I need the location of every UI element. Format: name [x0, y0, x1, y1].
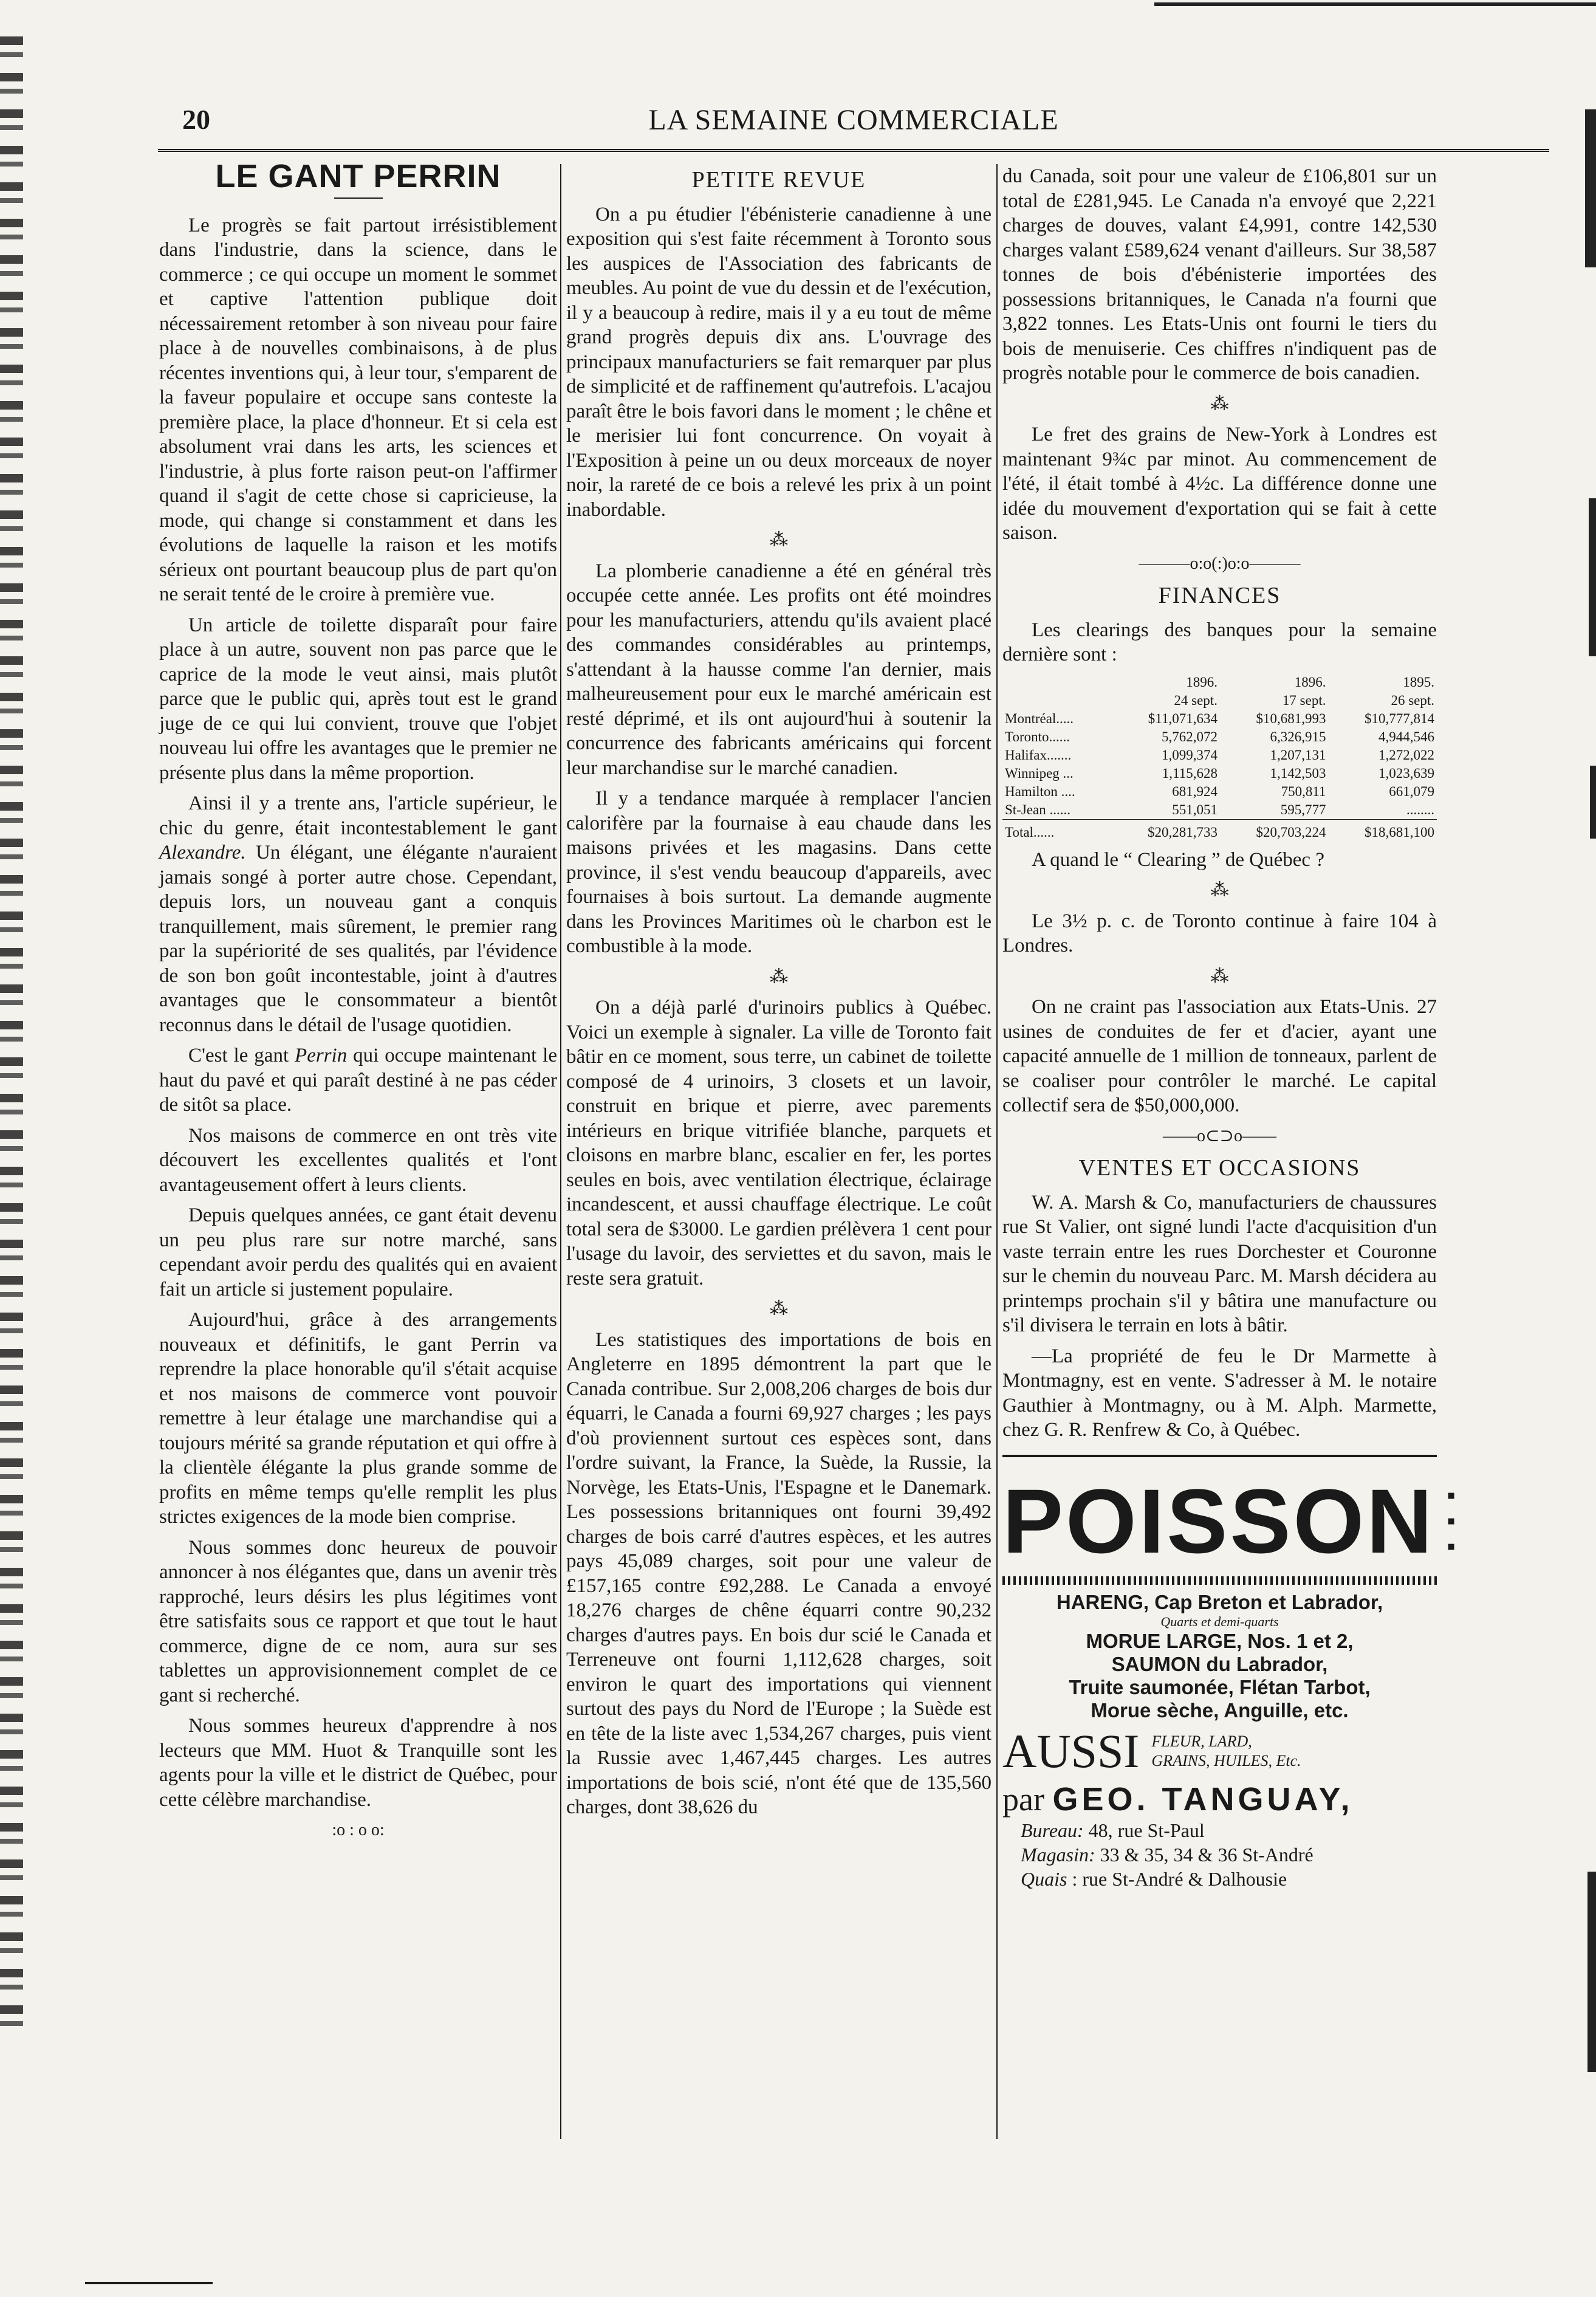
scan-edge-right	[1587, 1872, 1596, 2072]
scan-edge-right	[1589, 498, 1596, 656]
city-cell: Halifax.......	[1005, 747, 1072, 763]
ad-merchant: par GEO. TANGUAY,	[1002, 1780, 1354, 1818]
total-row	[1002, 819, 1437, 842]
value-cell: 661,079	[1389, 783, 1434, 799]
total-cell: $18,681,100	[1328, 819, 1437, 842]
value-cell: 1,023,639	[1379, 765, 1434, 781]
clearings-table	[1002, 673, 1437, 842]
column-year: 1896.	[1294, 674, 1326, 690]
scan-edge-right	[1585, 109, 1596, 267]
table-row	[1002, 783, 1437, 801]
scan-edge-mark	[0, 36, 23, 2042]
value-cell: 750,811	[1281, 783, 1326, 799]
column-rule	[996, 164, 998, 2139]
article-paragraph: Ainsi il y a trente ans, l'article supérieur, le chic du genre, était incontestablement le gant Alexandre. Un élégant, une élégante n'auraient jamais songé à porter autre chose. Cependant, depuis lors, un nouveau gant a conquis tranquillement, mais sûrement, le premier rang par la supériorité de ses qualités, par l'évidence de son bon goût incontestable, joint à d'autres avantages que le consommateur a bientôt reconnus dans le détail de l'usage quotidien.	[159, 792, 557, 1036]
article-paragraph: —La propriété de feu le Dr Marmette à Montmagny, est en vente. S'adresser à M. le notaire Gauthier à Montmagny, ou à M. Alph. Marmette, chez G. R. Renfrew & Co, à Québec.	[1002, 1345, 1437, 1441]
headline-rule	[334, 197, 383, 199]
value-cell: 595,777	[1280, 802, 1326, 817]
table-row	[1002, 801, 1437, 820]
article-paragraph: A quand le “ Clearing ” de Québec ?	[1032, 848, 1324, 871]
asterism: ⁂	[770, 1299, 788, 1319]
value-cell: $11,071,634	[1148, 710, 1218, 726]
article-paragraph: On ne craint pas l'association aux Etats-Unis. 27 usines de conduites de fer et d'acier, ayant une capacité annuelle de 1 million de tonneaux, parlent de se coaliser pour contrôler le marché. Le capital collectif sera de $50,000,000.	[1002, 996, 1437, 1116]
city-cell: Toronto......	[1005, 729, 1070, 744]
advertisement	[1002, 1455, 1458, 1891]
total-cell: $20,703,224	[1220, 819, 1329, 842]
bottom-rule	[85, 2282, 213, 2284]
section-divider: :o : o o:	[332, 1821, 385, 1839]
ad-line: SAUMON du Labrador,	[1111, 1652, 1328, 1675]
ad-bullets: ▪ ▪ ▪	[1447, 1482, 1458, 1560]
ad-subline: Quarts et demi-quarts	[1160, 1613, 1279, 1629]
city-cell: St-Jean ......	[1005, 802, 1070, 817]
ad-address: Quais : rue St-André & Dalhousie	[1021, 1867, 1287, 1890]
publication-title: LA SEMAINE COMMERCIALE	[648, 104, 1059, 136]
article-paragraph: du Canada, soit pour une valeur de £106,801 sur un total de £281,945. Le Canada n'a envoyé que 2,221 charges de douves, valant £4,991, contre 142,530 charges valant £589,624 venant d'ailleurs. Sur 38,587 tonnes de bois d'ébénisterie importées des possessions britanniques, le Canada n'a fourni que 3,822 tonnes. Les Etats-Unis ont fourni le tiers du bois de menuiserie. Ces chiffres n'indiquent pas de progrès notable pour le commerce de bois canadien.	[1002, 165, 1437, 384]
ad-line: MORUE LARGE, Nos. 1 et 2,	[1086, 1629, 1354, 1652]
header-rule	[158, 149, 1549, 152]
section-title: VENTES ET OCCASIONS	[1078, 1155, 1361, 1181]
asterism: ⁂	[770, 530, 788, 550]
city-cell: Montréal.....	[1005, 710, 1074, 726]
ad-line: Truite saumonée, Flétan Tarbot,	[1069, 1675, 1371, 1698]
section-divider: ———o:o(:)o:o———	[1139, 554, 1301, 573]
value-cell: 1,142,503	[1270, 765, 1326, 781]
table-row	[1002, 746, 1437, 764]
asterism: ⁂	[1210, 966, 1229, 986]
table-row	[1002, 710, 1437, 728]
article-paragraph: Le 3½ p. c. de Toronto continue à faire 104 à Londres.	[1002, 910, 1437, 956]
table-row	[1002, 764, 1437, 783]
ad-address: Bureau: 48, rue St-Paul	[1021, 1819, 1205, 1841]
article-paragraph: Nous sommes heureux d'apprendre à nos lecteurs que MM. Huot & Tranquille sont les agents pour la ville et le district de Québec, pour cette célèbre marchandise.	[159, 1715, 557, 1811]
top-rule	[1154, 2, 1596, 6]
column-left	[159, 158, 557, 1850]
page-number: 20	[182, 104, 210, 135]
asterism: ⁂	[770, 966, 788, 987]
article-paragraph: W. A. Marsh & Co, manufacturiers de chaussures rue St Valier, ont signé lundi l'acte d'acquisition d'un vaste terrain entre les rues Dorchester et Couronne sur le chemin du nouveau Parc. M. Marsh décidera au printemps prochain s'il y bâtira une manufacture ou s'il divisera le terrain en lots à bâtir.	[1002, 1191, 1437, 1336]
value-cell: 1,272,022	[1379, 747, 1434, 763]
value-cell: 1,099,374	[1161, 747, 1218, 763]
city-cell: Hamilton ....	[1005, 783, 1075, 799]
article-paragraph: On a pu étudier l'ébénisterie canadienne à une exposition qui s'est faite récemment à Toronto sous les auspices de l'Association des fabricants de meubles. Au point de vue du dessin et de l'exécution, il y a beaucoup à redire, mais il y a eu tout de même grand progrès depuis dix ans. L'ouvrage des principaux manufacturiers se fait remarquer par plus de simplicité et de raffinement qu'autrefois. L'acajou paraît être le bois favori dans le moment ; le chêne et le merisier lui font concurrence. On voyait à l'Exposition à peine un ou deux morceaux de noyer noir, la rareté de ce bois a relevé les prix à un point inabordable.	[566, 203, 992, 521]
table-header-row	[1002, 692, 1437, 710]
column-date: 24 sept.	[1174, 692, 1218, 708]
article-paragraph: On a déjà parlé d'urinoirs publics à Québec. Voici un exemple à signaler. La ville de Toronto fait bâtir en ce moment, sous terre, un cabinet de toilette composé de 4 urinoirs, 3 closets et un lavoir, construit en brique et pierre, avec parements intérieurs en brique vitrifiée blanche, parquets et cloisons en marbre blanc, escalier en fer, les portes seules en bois, avec ventilation électrique, éclairage incandescent, et aussi chauffage électrique. Le coût total sera de $3000. Le gardien prélèvera 1 cent pour l'usage du lavoir, des serviettes et du savon, mais le reste sera gratuit.	[566, 997, 992, 1289]
value-cell: ........	[1406, 802, 1434, 817]
ad-separator	[1002, 1576, 1437, 1585]
column-middle	[566, 164, 992, 1826]
ad-aussi	[1002, 1724, 1437, 1777]
ad-line: Morue sèche, Anguille, etc.	[1091, 1698, 1349, 1722]
article-paragraph: Il y a tendance marquée à remplacer l'ancien calorifère par la fournaise à eau chaude dans les maisons privées et les magasins. Dans cette province, il s'est vendu beaucoup d'appareils, avec fournaises à bois surtout. La demande augmente dans les Provinces Maritimes où le charbon est le combustible à la mode.	[566, 788, 992, 957]
ad-product: GRAINS, HUILES, Etc.	[1151, 1751, 1301, 1770]
column-date: 17 sept.	[1282, 692, 1326, 708]
article-paragraph: Un article de toilette disparaît pour faire place à un autre, souvent non pas parce que le caprice de la mode le veut ainsi, mais plutôt parce que le public qui, après tout est le grand juge de ce qui lui convient, trouve que l'objet nouveau lui offre les avantages que le premier ne présente plus dans la même proportion.	[159, 614, 557, 784]
column-year: 1896.	[1186, 674, 1218, 690]
asterism: ⁂	[1210, 880, 1229, 900]
ad-address: Magasin: 33 & 35, 34 & 36 St-André	[1021, 1843, 1313, 1866]
article-paragraph: Nous sommes donc heureux de pouvoir annoncer à nos élégantes que, dans un avenir très rapproché, leurs désirs les plus légitimes vont être satisfaits sous ce rapport et que tout le haut commerce, digne de ce nom, aura sur ses tablettes un approvisionnement complet de ce gant si recherché.	[159, 1536, 557, 1706]
value-cell: $10,681,993	[1256, 710, 1326, 726]
total-cell: $20,281,733	[1111, 819, 1220, 842]
ad-product: FLEUR, LARD,	[1151, 1732, 1252, 1750]
value-cell: 6,326,915	[1270, 729, 1326, 744]
value-cell: 1,207,131	[1270, 747, 1326, 763]
article-paragraph: Le fret des grains de New-York à Londres est maintenant 9¾c par minot. Au commencement de l'été, il était tombé à 4½c. La différence donne une idée du mouvement d'exportation qui se fait à cette saison.	[1002, 424, 1437, 544]
table-row	[1002, 728, 1437, 746]
column-year: 1895.	[1403, 674, 1434, 690]
article-paragraph: Aujourd'hui, grâce à des arrangements nouveaux et définitifs, le gant Perrin va reprendre la place honorable qu'il s'était acquise et nos maisons de commerce vont pouvoir remettre à leur étalage une marchandise qui a toujours mérité sa grande réputation et qui offre à la clientèle élégante la plus grande somme de profits en même temps qu'elle remplit les plus strictes exigences de la mode bien comprise.	[159, 1309, 557, 1528]
aussi-label: AUSSI	[1002, 1724, 1140, 1777]
article-paragraph: C'est le gant Perrin qui occupe maintenant le haut du pavé et qui paraît destiné à ne pas céder de sitôt sa place.	[159, 1045, 557, 1116]
section-title: PETITE REVUE	[691, 167, 866, 193]
scan-edge-right	[1590, 766, 1596, 839]
article-paragraph: Les statistiques des importations de bois en Angleterre en 1895 démontrent la part que le Canada contribue. Sur 2,008,206 charges de bois dur équarri, le Canada a fourni 69,927 charges ; les pays d'où proviennent surtout ces espèces sont, dans l'ordre suivant, la France, la Suède, la Russie, la Norvège, les Etats-Unis, l'Espagne et le Danemark. Les possessions britanniques ont fourni 39,492 charges de bois carré d'autres espèces, et les autres pays 45,089 charges, soit pour une valeur de £157,165 contre £92,288. Le Canada a envoyé 18,276 charges de chêne équarri contre 90,232 charges d'autres pays. En bois dur scié le Canada et Terreneuve ont fourni 1,112,628 charges, soit environ le quart des importations qui viennent surtout des pays du Nord de l'Europe ; la Suède est en tête de la liste avec 1,534,267 charges, puis vient la Russie avec 1,467,445 charges. Les autres importations de bois scié, n'ont été que de 135,560 charges, dont 38,626 du	[566, 1328, 992, 1818]
ad-title: POISSON ▪ ▪ ▪	[1002, 1469, 1458, 1572]
total-label: Total......	[1002, 819, 1111, 842]
city-cell: Winnipeg ...	[1005, 765, 1074, 781]
column-date: 26 sept.	[1391, 692, 1434, 708]
column-right	[1002, 164, 1458, 1891]
ad-line: HARENG, Cap Breton et Labrador,	[1056, 1590, 1383, 1613]
value-cell: 681,924	[1172, 783, 1218, 799]
value-cell: 551,051	[1172, 802, 1218, 817]
value-cell: 1,115,628	[1162, 765, 1218, 781]
article-paragraph: Depuis quelques années, ce gant était devenu un peu plus rare sur notre marché, sans cependant avoir perdu des qualités qui en avaient fait un article si justement populaire.	[159, 1204, 557, 1300]
table-header-row	[1002, 673, 1437, 692]
section-title: FINANCES	[1158, 583, 1281, 608]
section-divider: ——o⊂⊃o——	[1163, 1126, 1276, 1145]
article-paragraph: La plomberie canadienne a été en général très occupée cette année. Les profits ont été moindres pour les manufacturiers, attendu qu'ils avaient placé des commandes considérables au printemps, s'attendant à la hausse comme l'an dernier, mais malheureusement pour eux le marché américain est resté déprimé, et ils ont aujourd'hui à soutenir la concurrence des fabricants américains qui forcent leur marchandise sur le marché canadien.	[566, 560, 992, 779]
page-header	[158, 103, 1549, 140]
article-paragraph: Nos maisons de commerce en ont très vite découvert les excellentes qualités et l'ont avantageusement offert à leurs clients.	[159, 1124, 557, 1196]
article-paragraph: Les clearings des banques pour la semaine dernière sont :	[1002, 619, 1437, 665]
asterism: ⁂	[1210, 393, 1229, 414]
column-rule	[560, 164, 561, 2139]
value-cell: 5,762,072	[1161, 729, 1218, 744]
article-headline: LE GANT PERRIN	[215, 158, 501, 194]
value-cell: $10,777,814	[1365, 710, 1434, 726]
value-cell: 4,944,546	[1379, 729, 1434, 744]
article-paragraph: Le progrès se fait partout irrésistiblement dans l'industrie, dans la science, dans le commerce ; ce qui occupe un moment le sommet et captive l'attention publique doit nécessairement retomber à son niveau pour faire place à de nouvelles combinaisons, à de plus récentes inventions qui, à leur tour, s'emparent de la faveur populaire et occupe sans conteste la première place, la place d'honneur. Et si cela est absolument vrai dans les arts, les sciences et l'industrie, à plus forte raison peut-on l'affirmer quand il s'agit de cette chose si capricieuse, la mode, qui change si constamment et dans les évolutions de laquelle la raison et les motifs sérieux ont pourtant beaucoup plus de part qu'on ne serait tenté de le croire à première vue.	[159, 214, 557, 605]
